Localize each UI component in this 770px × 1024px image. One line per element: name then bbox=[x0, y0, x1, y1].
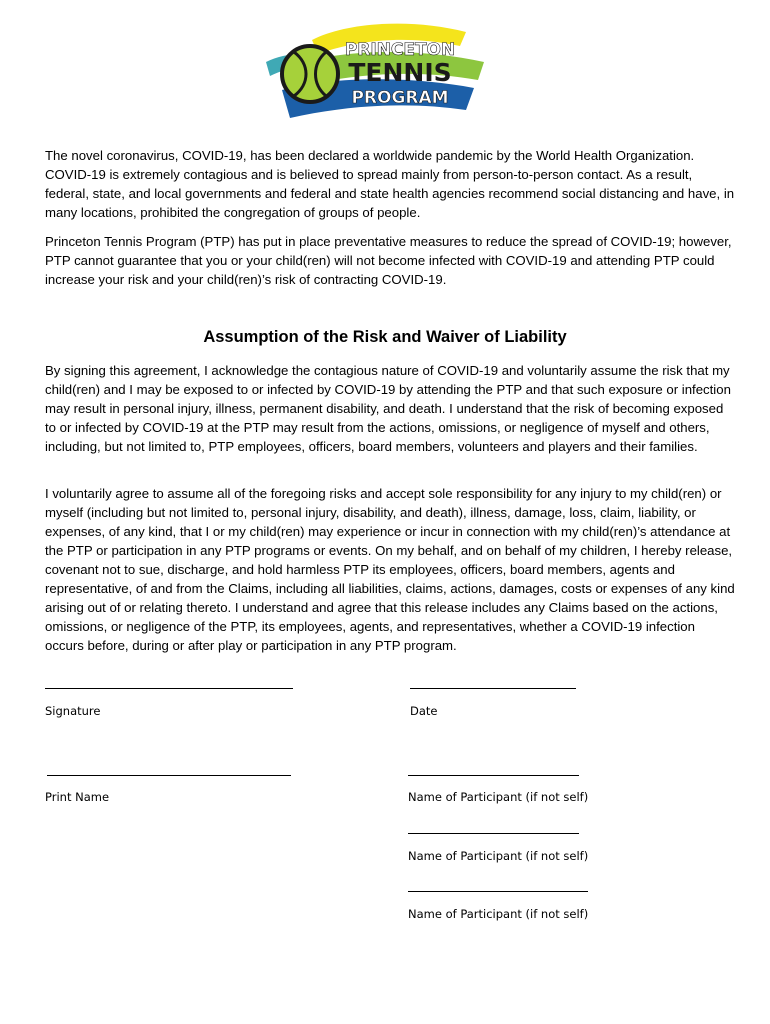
waiver-paragraph-1: By signing this agreement, I acknowledge the contagious nature of COVID-19 and voluntarily assume the risk that my child(ren) and I may be exposed to or infected by COVID-19 by attending the PTP and that such exposure or infection may result in personal injury, illness, permanent disability, and death. I understand that the risk of becoming exposed to or infected by COVID-19 at the PTP may result from the actions, omissions, or negligence of myself and others, including, but not limited to, PTP employees, officers, board members, volunteers and players and their families. bbox=[45, 363, 731, 454]
logo-line3: PROGRAM bbox=[351, 88, 449, 108]
signature-label: Signature bbox=[45, 704, 101, 718]
intro-paragraph-2: Princeton Tennis Program (PTP) has put in place preventative measures to reduce the spread of COVID-19; however, PTP cannot guarantee that you or your child(ren) will not become infected with COVID-19 and attending PTP could increase your risk and your child(ren)’s risk of contracting COVID-19. bbox=[45, 234, 732, 287]
princeton-tennis-program-logo bbox=[252, 18, 488, 124]
date-line[interactable] bbox=[410, 688, 576, 689]
signature-line[interactable] bbox=[45, 688, 293, 689]
participant-label-1: Name of Participant (if not self) bbox=[408, 790, 589, 804]
waiver-paragraph-2: I voluntarily agree to assume all of the foregoing risks and accept sole responsibility for any injury to my child(ren) or myself (including but not limited to, personal injury, disability, and death), illness, damage, loss, claim, liability, or expenses, of any kind, that I or my child(ren) may experience or incur in connection with my child(ren)’s attendance at the PTP or participation in any PTP programs or events. On my behalf, and on behalf of my children, I hereby release, covenant not to sue, discharge, and hold harmless PTP its employees, officers, board members, agents and representative, of and from the Claims, including all liabilities, claims, actions, damages, costs or expenses of any kind arising out of or relating thereto. I understand and agree that this release includes any Claims based on the actions, omissions, or negligence of the PTP, its employees, agents, and representatives, whether a COVID-19 infection occurs before, during or after play or participation in any PTP program. bbox=[45, 486, 735, 653]
date-label: Date bbox=[410, 704, 438, 718]
intro-paragraph-1: The novel coronavirus, COVID-19, has been declared a worldwide pandemic by the World Health Organization. COVID-19 is extremely contagious and is believed to spread mainly from person-to-person contact. As a result, federal, state, and local governments and federal and state health agencies recommend social distancing and have, in many locations, prohibited the congregation of groups of people. bbox=[45, 148, 735, 220]
participant-label-2: Name of Participant (if not self) bbox=[408, 849, 589, 863]
logo-line1: PRINCETON bbox=[344, 40, 456, 60]
print-name-label: Print Name bbox=[45, 790, 110, 804]
participant-line-2[interactable] bbox=[408, 833, 579, 834]
waiver-heading: Assumption of the Risk and Waiver of Liability bbox=[203, 328, 567, 346]
logo-line2: TENNIS bbox=[348, 58, 452, 87]
participant-label-3: Name of Participant (if not self) bbox=[408, 907, 589, 921]
participant-line-3[interactable] bbox=[408, 891, 588, 892]
participant-line-1[interactable] bbox=[408, 775, 579, 776]
print-name-line[interactable] bbox=[47, 775, 291, 776]
